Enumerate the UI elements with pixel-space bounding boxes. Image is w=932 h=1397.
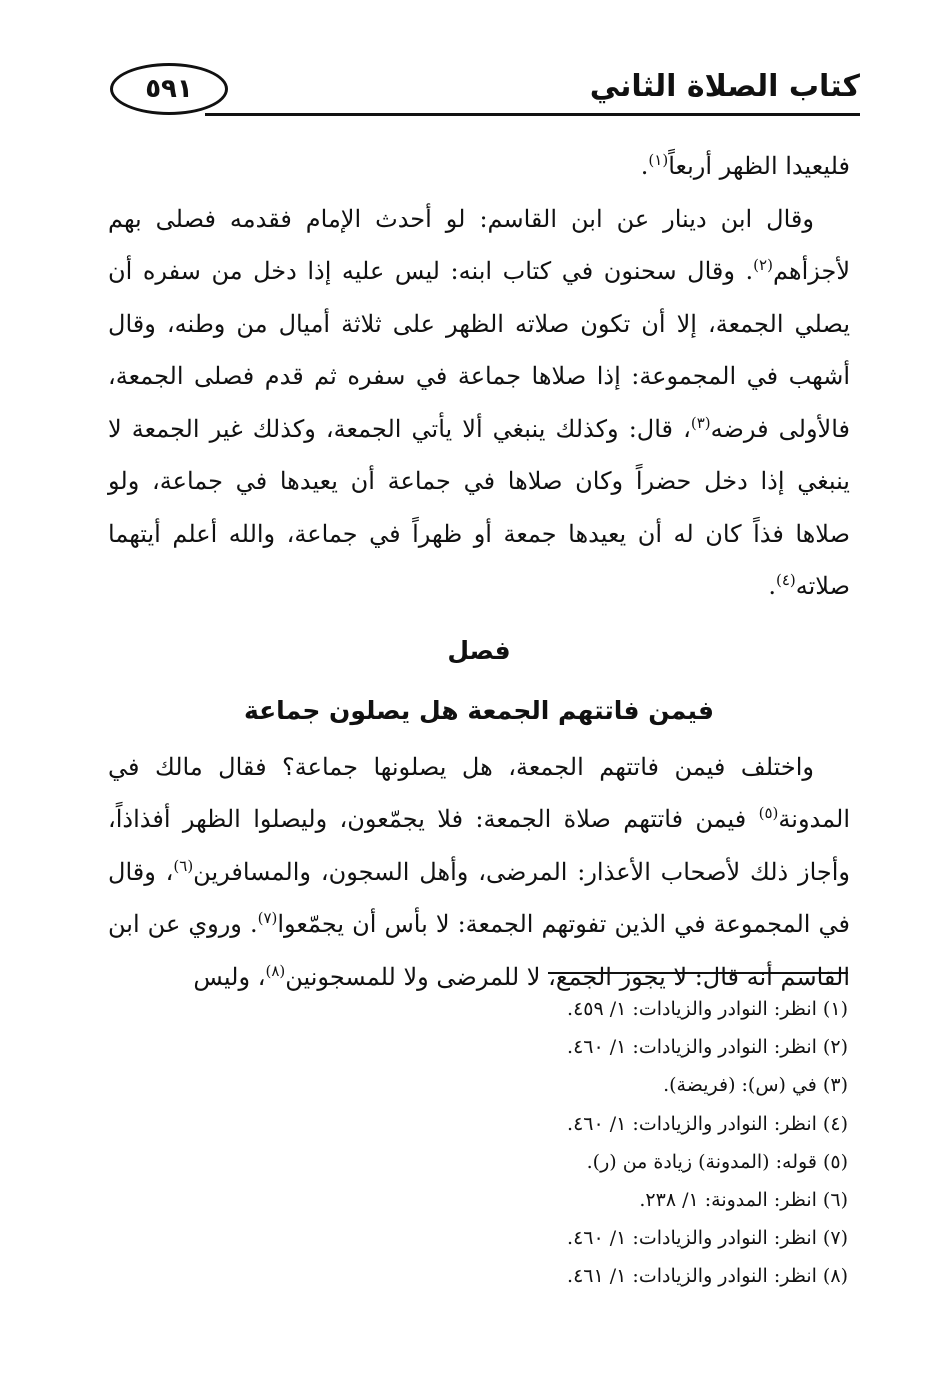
footnote-ref: (٨) xyxy=(265,961,286,980)
footnote-separator xyxy=(548,972,848,974)
section-heading: فصل xyxy=(447,635,511,665)
section-subheading: فيمن فاتتهم الجمعة هل يصلون جماعة xyxy=(243,695,715,725)
footnote-ref: (٦) xyxy=(173,856,194,875)
footnote-ref: (٥) xyxy=(758,804,779,822)
paragraph-text: ، وقال في المجموعة في الذين تفوتهم الجمعة: لا بأس أن يجمّعوا xyxy=(108,857,850,938)
footnote-ref: (٤) xyxy=(775,571,796,589)
paragraph-3 xyxy=(108,741,850,1004)
paragraph-text: . xyxy=(768,572,776,600)
running-title: كتاب الصلاة الثاني xyxy=(589,69,860,104)
footnote: (٦) انظر: المدونة: ١/ ٢٣٨. xyxy=(639,1189,848,1212)
page-header xyxy=(100,55,860,125)
footnote: (٤) انظر: النوادر والزيادات: ١/ ٤٦٠. xyxy=(567,1112,848,1135)
footnote: (٣) في (س): (فريضة). xyxy=(663,1074,848,1097)
paragraph-text: فيمن فاتتهم صلاة الجمعة: فلا يجمّعون، وليصلوا الظهر أفذاذاً، وأجاز ذلك لأصحاب الأعذار: المرضى، وأهل السجون، والمسافرين xyxy=(108,805,851,886)
paragraph-text: ، قال: وكذلك ينبغي ألا يأتي الجمعة، وكذلك غير الجمعة لا ينبغي إذا دخل حضراً وكان صلاها في جماعة أن يعيدها في جماعة، ولو صلاها فذاً كان له أن يعيدها جمعة أو ظهراً في جماعة، والله أعلم أيتهما صلاته xyxy=(108,414,850,600)
paragraph-text: . وقال سحنون في كتاب ابنه: ليس عليه إذا دخل من سفره أن يصلي الجمعة، إلا أن تكون صلاته الظهر على ثلاثة أميال من وطنه، وقال أشهب في المجموعة: إذا صلاها جماعة في سفره ثم قدم فصلى الجمعة، فالأولى فرضه xyxy=(108,257,851,443)
paragraph-text: . xyxy=(640,152,649,180)
paragraph-2 xyxy=(108,193,850,613)
footnote-ref: (٧) xyxy=(257,909,278,927)
paragraph-text: . وروي عن ابن القاسم أنه قال: لا يجوز الجمع، لا للمرضى ولا للمسجونين xyxy=(108,910,850,991)
footnote: (٢) انظر: النوادر والزيادات: ١/ ٤٦٠. xyxy=(567,1036,848,1059)
paragraph-text: فليعيدا الظهر أربعاً xyxy=(668,152,850,180)
footnote: (٧) انظر: النوادر والزيادات: ١/ ٤٦٠. xyxy=(567,1227,848,1250)
footnote: (٨) انظر: النوادر والزيادات: ١/ ٤٦١. xyxy=(567,1265,848,1288)
paragraph-text: ، وليس xyxy=(193,962,266,991)
page-number: ٥٩١ xyxy=(110,63,228,115)
paragraph-text: واختلف فيمن فاتتهم الجمعة، هل يصلونها جماعة؟ فقال مالك في المدونة xyxy=(108,752,850,833)
paragraph-1 xyxy=(108,140,850,193)
footnote-ref: (٣) xyxy=(690,413,711,432)
footnotes-list xyxy=(448,990,848,1296)
footnote: (١) انظر: النوادر والزيادات: ١/ ٤٥٩. xyxy=(567,998,848,1020)
footnote: (٥) قوله: (المدونة) زيادة من (ر). xyxy=(586,1150,848,1173)
footnote-ref: (٢) xyxy=(753,256,773,274)
main-text xyxy=(108,140,850,1003)
header-rule xyxy=(205,113,860,116)
footnote-ref: (١) xyxy=(648,151,669,169)
paragraph-text: وقال ابن دينار عن ابن القاسم: لو أحدث الإمام فقدمه فصلى بهم لأجزأهم xyxy=(108,204,850,285)
